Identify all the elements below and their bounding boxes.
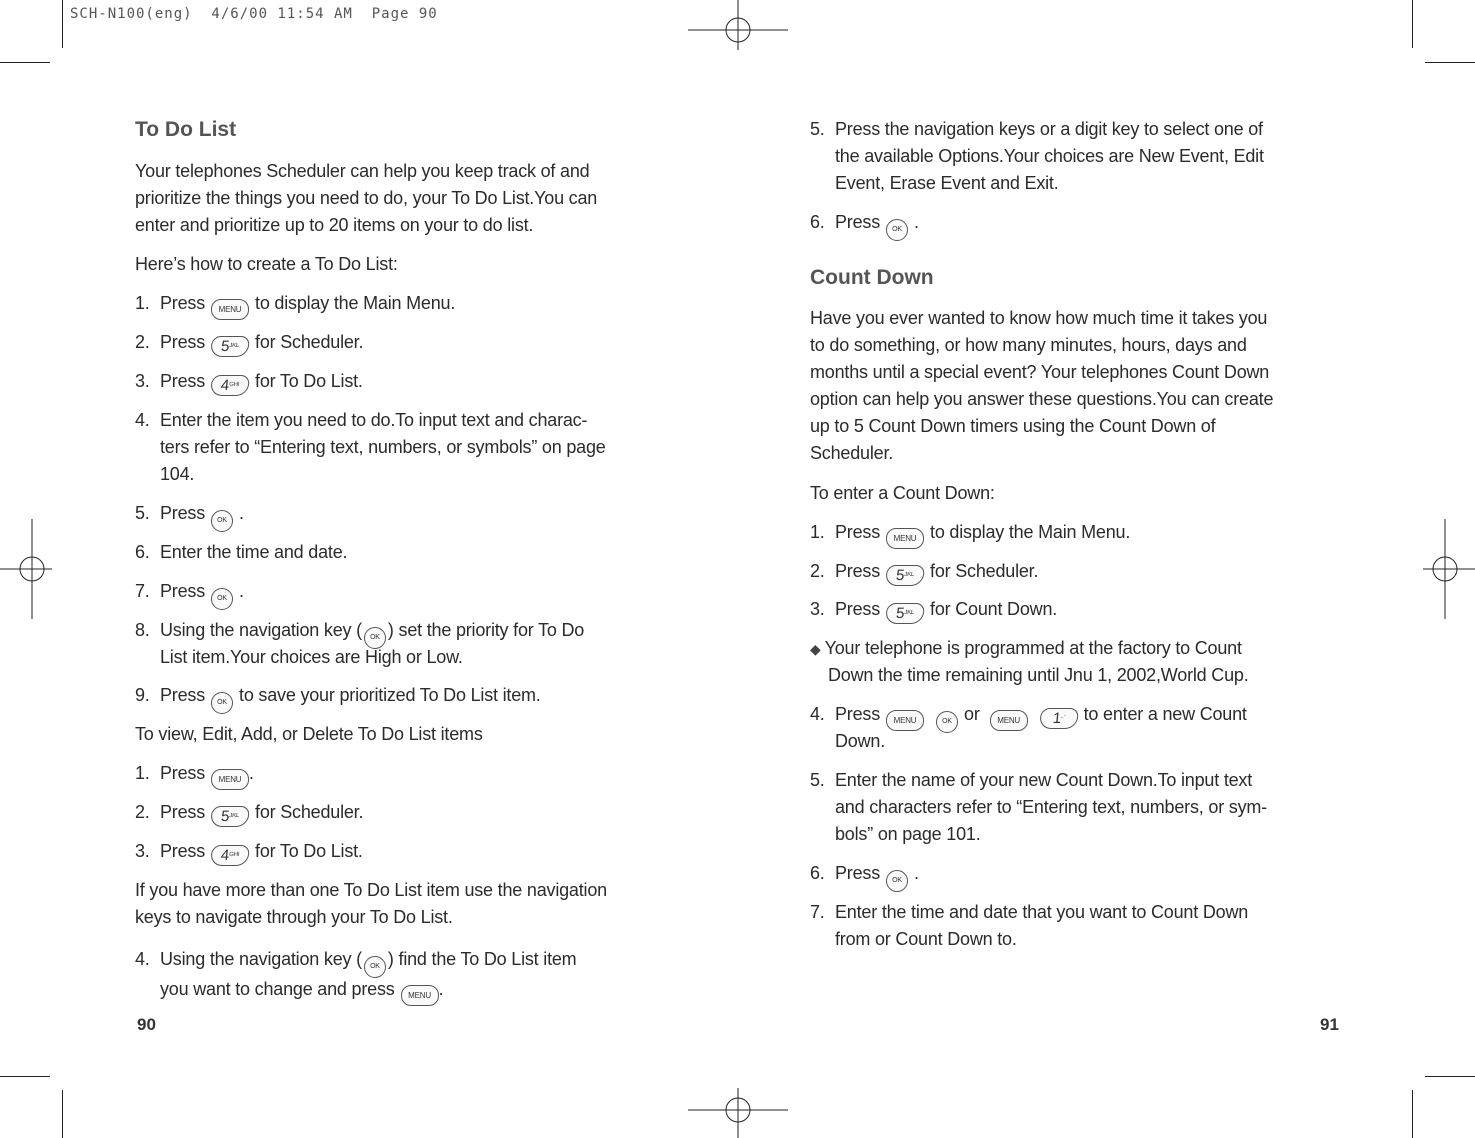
key-5-icon: $5^{JKL}$ <box>885 603 925 624</box>
step-text: to enter a new Count <box>1083 704 1247 724</box>
step-number: 9. <box>135 685 150 705</box>
page-number: 91 <box>1320 1015 1339 1034</box>
menu-key-icon: MENU <box>886 710 924 731</box>
print-slug: SCH-N100(eng) 4/6/00 11:54 AM Page 90 <box>70 6 438 22</box>
step-number: 1. <box>810 522 825 542</box>
step-text: for Scheduler. <box>255 802 364 822</box>
step-text: Enter the name of your new Count Down.To input text <box>835 770 1253 790</box>
menu-key-icon: MENU <box>886 528 924 549</box>
paragraph-line: Have you ever wanted to know how much time it takes you <box>810 308 1268 328</box>
page-number: 90 <box>137 1015 156 1034</box>
navigation-key-icon: OK <box>364 956 386 978</box>
step-text: . <box>914 212 919 232</box>
step-text: Press <box>160 371 206 391</box>
step-text: for Count Down. <box>930 599 1058 619</box>
step-text: Press the navigation keys or a digit key to select one of <box>835 119 1263 139</box>
paragraph-line: prioritize the things you need to do, your To Do List.You can <box>135 188 598 208</box>
step-text: . <box>239 503 244 523</box>
paragraph-line: up to 5 Count Down timers using the Count Down of <box>810 416 1216 436</box>
step <box>135 838 363 866</box>
step <box>135 682 541 714</box>
step-continuation: Down. <box>835 731 886 751</box>
step <box>810 596 1057 624</box>
crop-mark <box>1425 62 1475 63</box>
step-number: 4. <box>135 410 150 430</box>
note <box>810 635 1242 663</box>
paragraph-line: enter and prioritize up to 20 items on your to do list. <box>135 215 534 235</box>
crop-mark <box>1412 1090 1413 1138</box>
key-5-icon: $5^{JKL}$ <box>210 806 250 827</box>
menu-key-icon: MENU <box>990 710 1028 731</box>
step-text: . <box>914 863 919 883</box>
navigation-key-icon: OK <box>364 627 386 649</box>
step-number: 7. <box>810 902 825 922</box>
step-text: to display the Main Menu. <box>930 522 1131 542</box>
paragraph-line: option can help you answer these questions.You can create <box>810 389 1274 409</box>
step-continuation: ters refer to “Entering text, numbers, or symbols” on page <box>160 437 606 457</box>
section-heading: Count Down <box>810 266 934 289</box>
crop-mark <box>0 62 50 63</box>
crop-mark <box>1425 1076 1475 1077</box>
step <box>810 116 1263 143</box>
registration-mark-bottom <box>688 1088 788 1138</box>
step-text: Press <box>160 685 206 705</box>
step-number: 3. <box>135 371 150 391</box>
step-text: for To Do List. <box>255 841 363 861</box>
paragraph-line: To enter a Count Down: <box>810 483 995 503</box>
step-text: ) find the To Do List item <box>387 949 577 969</box>
step <box>810 209 919 241</box>
step-number: 2. <box>135 332 150 352</box>
step-text: Press <box>160 332 206 352</box>
paragraph-line: Scheduler. <box>810 443 894 463</box>
step-text: Press <box>160 581 206 601</box>
step <box>810 558 1038 586</box>
menu-key-icon: MENU <box>211 299 249 320</box>
step-text: Enter the time and date. <box>160 542 348 562</box>
step-text: Press <box>835 704 881 724</box>
step-text: for To Do List. <box>255 371 363 391</box>
step-continuation: Event, Erase Event and Exit. <box>835 173 1059 193</box>
step-text: for Scheduler. <box>255 332 364 352</box>
step-text: to save your prioritized To Do List item. <box>239 685 541 705</box>
key-5-icon: $5^{JKL}$ <box>210 336 250 357</box>
section-heading: To Do List <box>135 118 237 141</box>
step <box>135 329 363 357</box>
paragraph-line: Here’s how to create a To Do List: <box>135 254 398 274</box>
step <box>810 860 919 892</box>
step-number: 6. <box>810 212 825 232</box>
step-number: 4. <box>135 949 150 969</box>
step-continuation: bols” on page 101. <box>835 824 981 844</box>
step-text: . <box>249 763 254 783</box>
note-continuation: Down the time remaining until Jnu 1, 2002,World Cup. <box>828 665 1249 685</box>
step <box>135 368 363 396</box>
registration-mark-right <box>1423 519 1475 619</box>
step-number: 1. <box>135 763 150 783</box>
step-text: Using the navigation key ( <box>160 620 362 640</box>
step-text: Press <box>160 841 206 861</box>
ok-key-icon: OK <box>211 588 233 610</box>
step-text: Press <box>835 863 881 883</box>
step-continuation: from or Count Down to. <box>835 929 1017 949</box>
step-text: Press <box>835 561 881 581</box>
menu-key-icon: MENU <box>211 769 249 790</box>
key-5-icon: $5^{JKL}$ <box>885 565 925 586</box>
step <box>810 767 1252 794</box>
paragraph-line: to do something, or how many minutes, hours, days and <box>810 335 1247 355</box>
subheading: To view, Edit, Add, or Delete To Do List items <box>135 724 483 744</box>
diamond-bullet-icon: ◆ <box>810 641 821 657</box>
step <box>810 899 1248 926</box>
step <box>135 760 254 790</box>
paragraph-line: Your telephones Scheduler can help you keep track of and <box>135 161 590 181</box>
step-continuation: the available Options.Your choices are New Event, Edit <box>835 146 1264 166</box>
ok-key-icon: OK <box>886 219 908 241</box>
key-1-icon: 1- ' <box>1039 708 1079 729</box>
step-number: 6. <box>135 542 150 562</box>
ok-key-icon: OK <box>211 510 233 532</box>
step-text: you want to change and press <box>160 979 395 999</box>
step <box>135 407 587 434</box>
crop-mark <box>0 1076 50 1077</box>
step-text: Press <box>160 763 206 783</box>
step-number: 5. <box>810 119 825 139</box>
step <box>810 519 1130 549</box>
step-number: 3. <box>810 599 825 619</box>
step <box>135 578 244 610</box>
step-continuation: 104. <box>160 464 195 484</box>
registration-mark-top <box>688 0 788 50</box>
crop-mark <box>62 0 63 48</box>
note-text: Your telephone is programmed at the factory to Count <box>824 638 1242 658</box>
step <box>135 946 576 978</box>
step-text: Press <box>160 802 206 822</box>
step-continuation: and characters refer to “Entering text, numbers, or sym- <box>835 797 1267 817</box>
step-text: . <box>438 979 444 999</box>
step-continuation <box>160 976 443 1006</box>
step-continuation: List item.Your choices are High or Low. <box>160 647 463 667</box>
step-text: Press <box>835 522 881 542</box>
step-text: . <box>239 581 244 601</box>
step <box>135 290 455 320</box>
step-number: 3. <box>135 841 150 861</box>
step <box>135 799 363 827</box>
paragraph-line: months until a special event? Your telephones Count Down <box>810 362 1270 382</box>
step-text: Press <box>835 212 881 232</box>
key-4-icon: $4^{GHI}$ <box>210 845 250 866</box>
step-number: 6. <box>810 863 825 883</box>
menu-key-icon: MENU <box>401 985 439 1006</box>
key-4-icon: $4^{GHI}$ <box>210 375 250 396</box>
step-text: Press <box>835 599 881 619</box>
ok-key-icon: OK <box>886 870 908 892</box>
step <box>135 539 347 566</box>
step-text: Press <box>160 503 206 523</box>
step-text: or <box>964 704 980 724</box>
step <box>135 500 244 532</box>
crop-mark <box>1412 0 1413 48</box>
step-text: for Scheduler. <box>930 561 1039 581</box>
step-text: Press <box>160 293 206 313</box>
step-number: 8. <box>135 620 150 640</box>
paragraph-line: If you have more than one To Do List item use the navigation <box>135 880 607 900</box>
registration-mark-left <box>0 519 52 619</box>
step-number: 2. <box>135 802 150 822</box>
step-number: 4. <box>810 704 825 724</box>
paragraph-line: keys to navigate through your To Do List. <box>135 907 453 927</box>
step-number: 1. <box>135 293 150 313</box>
ok-key-icon: OK <box>211 692 233 714</box>
step-text: ) set the priority for To Do <box>387 620 585 640</box>
step-number: 2. <box>810 561 825 581</box>
step-text: Enter the item you need to do.To input text and charac- <box>160 410 588 430</box>
step-text: to display the Main Menu. <box>255 293 456 313</box>
step-text: Using the navigation key ( <box>160 949 362 969</box>
crop-mark <box>62 1090 63 1138</box>
step-number: 5. <box>810 770 825 790</box>
step-number: 5. <box>135 503 150 523</box>
step-number: 7. <box>135 581 150 601</box>
step-text: Enter the time and date that you want to Count Down <box>835 902 1249 922</box>
ok-key-icon: OK <box>936 711 958 733</box>
